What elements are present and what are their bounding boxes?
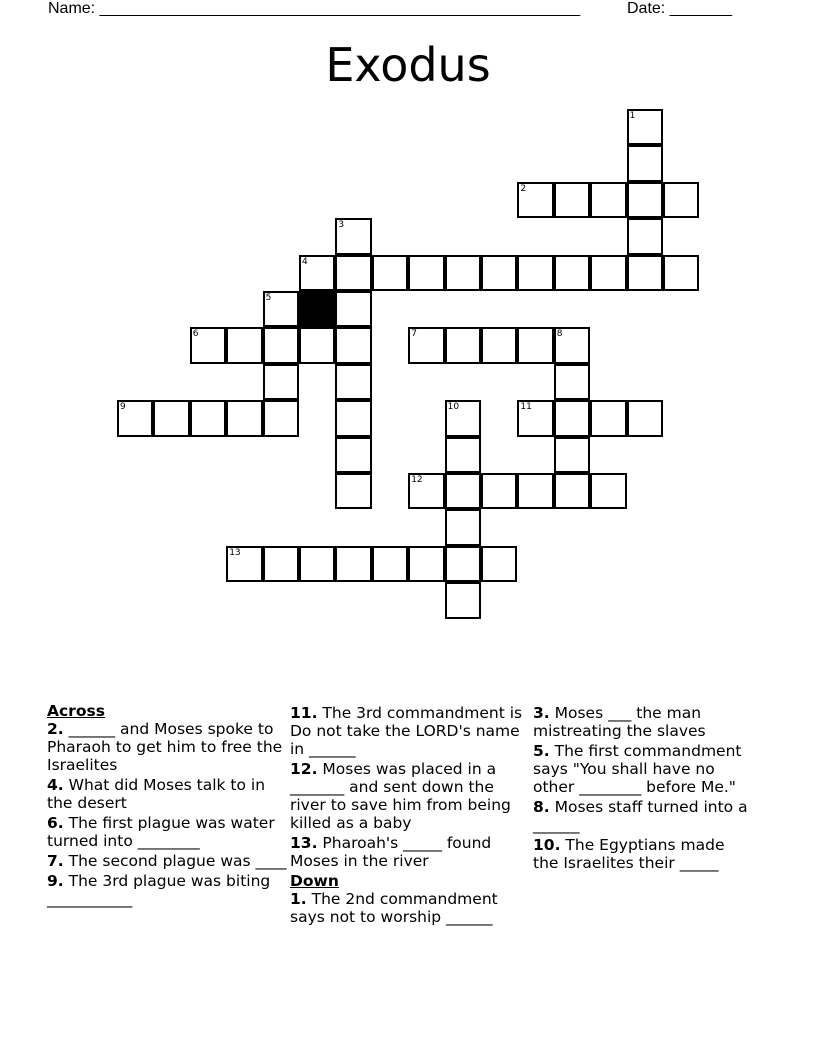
grid-cell[interactable] <box>554 437 590 473</box>
cell-number: 7 <box>411 329 417 340</box>
grid-cell[interactable] <box>627 145 663 181</box>
grid-cell[interactable] <box>517 182 553 218</box>
clue-number: 1. <box>290 890 307 908</box>
grid-cell[interactable] <box>408 546 444 582</box>
clue-number: 13. <box>290 834 318 852</box>
grid-cell[interactable] <box>627 255 663 291</box>
grid-cell[interactable] <box>117 400 153 436</box>
grid-cell[interactable] <box>554 400 590 436</box>
clue-across-11 <box>290 704 526 758</box>
grid-cell[interactable] <box>554 182 590 218</box>
cell-number: 1 <box>629 111 636 121</box>
clue-across-7 <box>47 852 287 870</box>
grid-cell[interactable] <box>335 400 371 436</box>
clue-number: 7. <box>47 852 64 870</box>
clues-column-3 <box>533 704 753 874</box>
grid-cell[interactable] <box>408 327 444 363</box>
clue-text: Pharoah's _____ found Moses in the river <box>290 834 492 870</box>
grid-cell[interactable] <box>663 255 699 291</box>
grid-cell[interactable] <box>335 473 371 509</box>
date-field[interactable]: Date: _______ <box>627 0 732 17</box>
grid-cell[interactable] <box>445 255 481 291</box>
grid-cell[interactable] <box>263 327 299 363</box>
clue-down-5 <box>533 742 753 796</box>
cell-number: 8 <box>556 329 563 340</box>
grid-cell[interactable] <box>481 255 517 291</box>
grid-cell[interactable] <box>263 291 299 327</box>
clue-number: 3. <box>533 704 550 722</box>
grid-cell[interactable] <box>263 546 299 582</box>
grid-cell[interactable] <box>263 400 299 436</box>
grid-cell[interactable] <box>554 327 590 363</box>
cell-number: 4 <box>302 256 308 267</box>
clue-number: 4. <box>47 776 64 794</box>
clue-text: The 2nd commandment says not to worship ______ <box>290 890 498 926</box>
grid-cell[interactable] <box>590 255 626 291</box>
grid-cell[interactable] <box>335 364 371 400</box>
clue-number: 12. <box>290 760 318 778</box>
clue-text: The 3rd plague was biting ___________ <box>47 872 271 908</box>
clue-number: 8. <box>533 798 550 816</box>
grid-cell[interactable] <box>226 327 262 363</box>
grid-cell[interactable] <box>335 218 371 254</box>
clue-across-13 <box>290 834 526 870</box>
grid-cell[interactable] <box>190 400 226 436</box>
clues-column-2 <box>290 704 526 928</box>
grid-cell[interactable] <box>190 327 226 363</box>
cell-number: 5 <box>265 293 272 303</box>
cell-number: 11 <box>520 402 532 413</box>
across-heading: Across <box>47 702 105 720</box>
clue-number: 9. <box>47 872 64 890</box>
cell-number: 13 <box>229 547 241 558</box>
cell-number: 2 <box>520 183 527 194</box>
grid-cell[interactable] <box>408 255 444 291</box>
clue-text: The first plague was water turned into ________ <box>47 814 275 850</box>
clue-number: 11. <box>290 704 318 722</box>
grid-cell[interactable] <box>299 327 335 363</box>
grid-cell[interactable] <box>445 437 481 473</box>
grid-cell[interactable] <box>481 546 517 582</box>
grid-cell[interactable] <box>335 255 371 291</box>
clue-text: The Egyptians made the Israelites their _____ <box>533 836 725 872</box>
grid-cell[interactable] <box>372 546 408 582</box>
grid-cell[interactable] <box>627 218 663 254</box>
down-heading: Down <box>290 872 339 890</box>
clue-text: Moses ___ the man mistreating the slaves <box>533 704 706 740</box>
grid-cell[interactable] <box>627 109 663 145</box>
clue-text: What did Moses talk to in the desert <box>47 776 266 812</box>
grid-cell[interactable] <box>517 400 553 436</box>
grid-cell[interactable] <box>445 546 481 582</box>
grid-cell[interactable] <box>590 182 626 218</box>
grid-cell[interactable] <box>627 400 663 436</box>
grid-cell[interactable] <box>517 255 553 291</box>
clue-across-12 <box>290 760 526 832</box>
grid-cell[interactable] <box>153 400 189 436</box>
grid-cell[interactable] <box>663 182 699 218</box>
grid-cell[interactable] <box>590 400 626 436</box>
grid-cell[interactable] <box>335 437 371 473</box>
grid-cell[interactable] <box>554 364 590 400</box>
grid-cell[interactable] <box>226 400 262 436</box>
clue-text: The second plague was ____ <box>63 852 287 870</box>
cell-number: 6 <box>192 329 199 340</box>
cell-number: 9 <box>120 402 126 413</box>
grid-cell[interactable] <box>627 182 663 218</box>
clue-text: The 3rd commandment is Do not take the LORD's name in ______ <box>290 704 523 758</box>
grid-cell[interactable] <box>517 473 553 509</box>
clue-across-6 <box>47 814 287 850</box>
grid-cell[interactable] <box>408 473 444 509</box>
grid-cell[interactable] <box>335 546 371 582</box>
grid-cell[interactable] <box>554 255 590 291</box>
clue-number: 5. <box>533 742 550 760</box>
name-field[interactable]: Name: ______________________________________________________ <box>48 0 581 17</box>
grid-cell[interactable] <box>590 473 626 509</box>
grid-cell[interactable] <box>554 473 590 509</box>
cell-number: 12 <box>411 475 423 485</box>
page-title: Exodus <box>325 38 491 92</box>
clue-down-10 <box>533 836 753 872</box>
grid-cell[interactable] <box>445 473 481 509</box>
cell-number: 10 <box>447 402 460 413</box>
grid-cell[interactable] <box>299 255 335 291</box>
grid-cell[interactable] <box>445 582 481 618</box>
grid-cell[interactable] <box>481 473 517 509</box>
clue-text: Moses staff turned into a ______ <box>533 798 748 834</box>
clue-number: 10. <box>533 836 561 854</box>
grid-cell[interactable] <box>481 327 517 363</box>
grid-cell[interactable] <box>517 327 553 363</box>
clue-number: 6. <box>47 814 64 832</box>
grid-cell[interactable] <box>445 400 481 436</box>
clue-text: ______ and Moses spoke to Pharaoh to get him to free the Israelites <box>47 720 283 774</box>
cell-number: 3 <box>338 220 345 231</box>
black-cell <box>299 291 335 327</box>
grid-cell[interactable] <box>226 546 262 582</box>
clue-down-3 <box>533 704 753 740</box>
grid-cell[interactable] <box>372 255 408 291</box>
clue-across-2 <box>47 720 287 774</box>
clue-text: The first commandment says "You shall have no other ________ before Me." <box>533 742 742 796</box>
clue-down-1 <box>290 890 526 926</box>
clues-column-1 <box>47 702 287 910</box>
grid-cell[interactable] <box>263 364 299 400</box>
grid-cell[interactable] <box>335 291 371 327</box>
clue-across-4 <box>47 776 287 812</box>
grid-cell[interactable] <box>335 327 371 363</box>
grid-cell[interactable] <box>299 546 335 582</box>
grid-cell[interactable] <box>445 327 481 363</box>
clue-down-8 <box>533 798 753 834</box>
clue-number: 2. <box>47 720 64 738</box>
grid-cell[interactable] <box>445 509 481 545</box>
clue-text: Moses was placed in a _______ and sent down the river to save him from being killed as a baby <box>290 760 511 832</box>
clue-across-9 <box>47 872 287 908</box>
